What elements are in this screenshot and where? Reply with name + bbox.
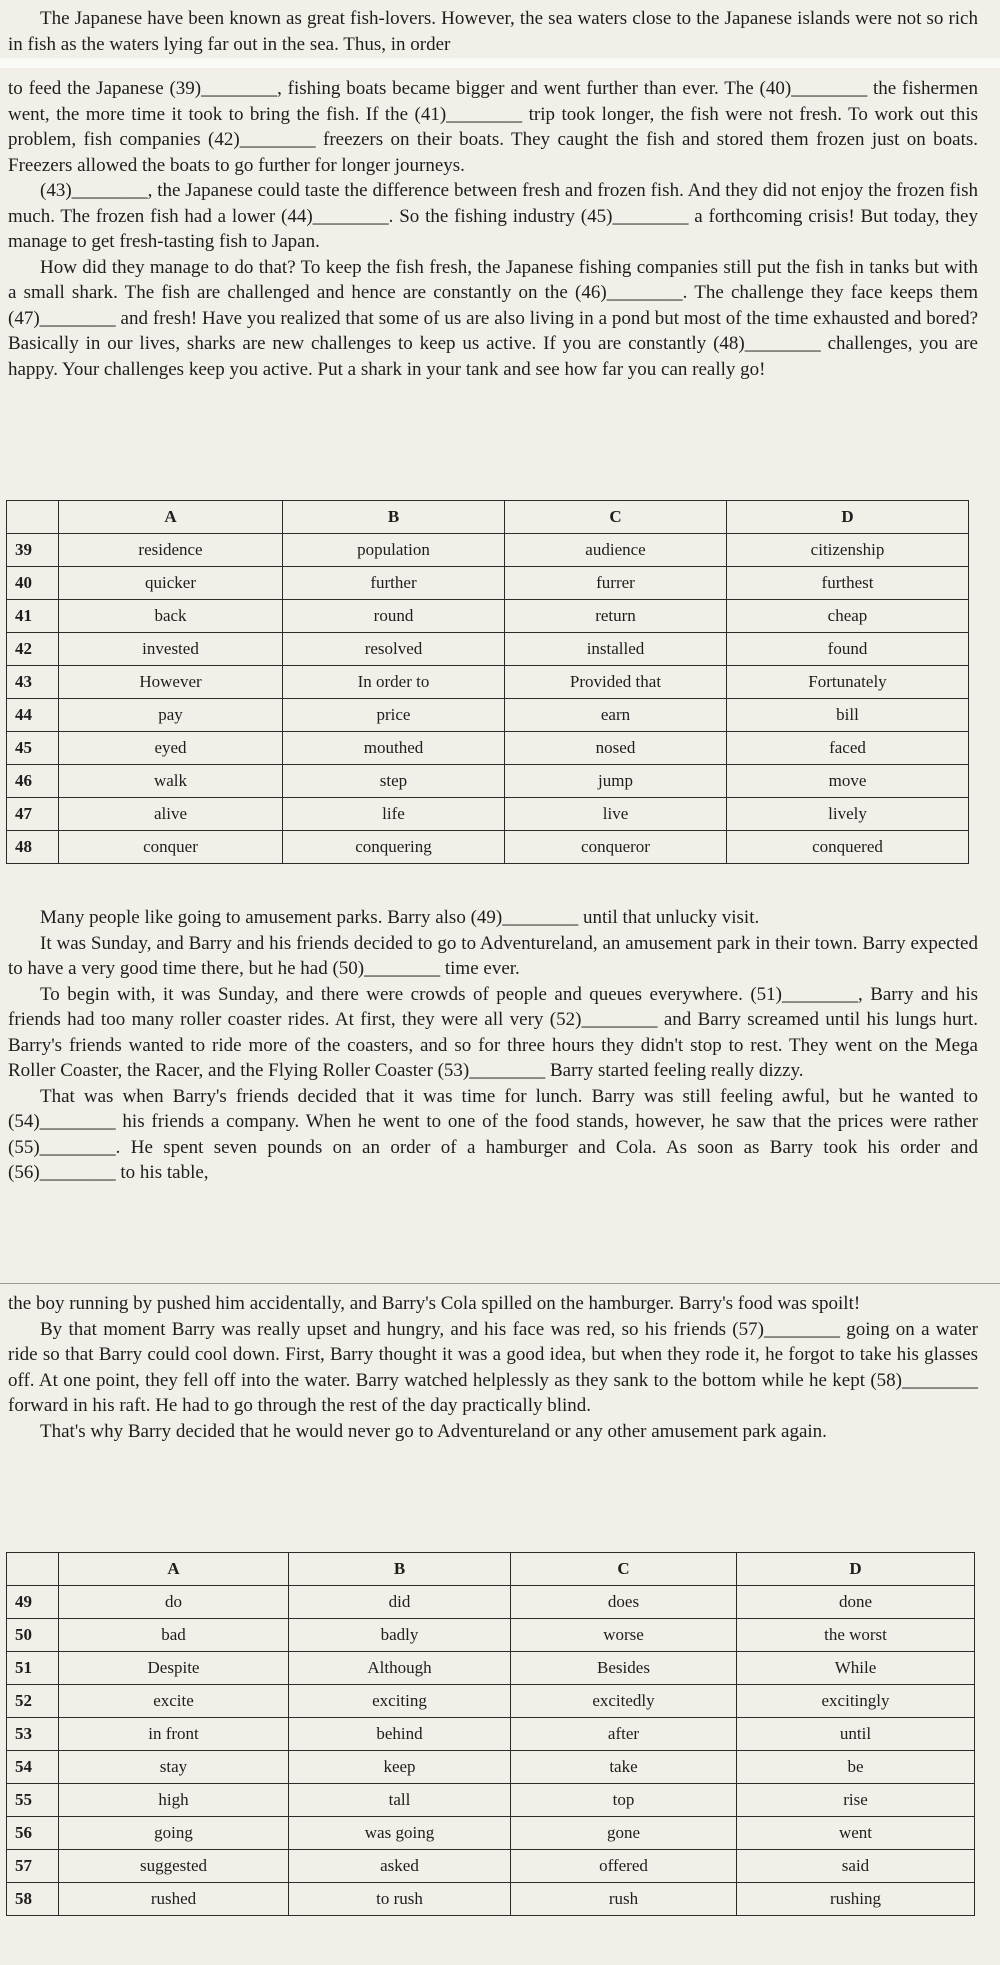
answer-option-D: done — [737, 1586, 975, 1619]
answer-option-D: faced — [727, 732, 969, 765]
answer-option-C: furrer — [505, 567, 727, 600]
answer-option-C: audience — [505, 534, 727, 567]
answer-option-C: nosed — [505, 732, 727, 765]
table-row — [7, 1718, 975, 1751]
answer-option-C: conqueror — [505, 831, 727, 864]
table-row — [7, 600, 969, 633]
answer-option-B: to rush — [289, 1883, 511, 1916]
question-number: 51 — [7, 1652, 59, 1685]
table-row — [7, 699, 969, 732]
answer-option-A: high — [59, 1784, 289, 1817]
answer-option-A: quicker — [59, 567, 283, 600]
answer-option-B: keep — [289, 1751, 511, 1784]
answer-option-A: in front — [59, 1718, 289, 1751]
answer-option-D: the worst — [737, 1619, 975, 1652]
answer-option-D: until — [737, 1718, 975, 1751]
answer-option-D: cheap — [727, 600, 969, 633]
answer-option-A: rushed — [59, 1883, 289, 1916]
passage2-body-continued — [8, 1291, 978, 1444]
answer-option-A: do — [59, 1586, 289, 1619]
question-number: 41 — [7, 600, 59, 633]
answer-option-A: going — [59, 1817, 289, 1850]
passage2-paragraph-2: It was Sunday, and Barry and his friends decided to go to Adventureland, an amusement park in their town. Barry expected to have a very good time there, but he had (50)________ time ever. — [8, 932, 978, 979]
question-number: 44 — [7, 699, 59, 732]
column-header-B: B — [289, 1553, 511, 1586]
table-row — [7, 666, 969, 699]
answer-option-B: badly — [289, 1619, 511, 1652]
answer-option-C: jump — [505, 765, 727, 798]
question-number: 40 — [7, 567, 59, 600]
answer-option-C: Provided that — [505, 666, 727, 699]
passage1-paragraph-3: How did they manage to do that? To keep the fish fresh, the Japanese fishing companies still put the fish in tanks but with a small shark. The fish are challenged and hence are constantly on the (46)________. The challenge they face keeps them (47)________ and fresh! Have you realized that some of us are also living in a pond but most of the time exhausted and bored? Basically in our lives, sharks are new challenges to keep us active. If you are constantly (48)________ challenges, you are happy. Your challenges keep you active. Put a shark in your tank and see how far you can really go! — [8, 256, 978, 380]
answer-option-D: went — [737, 1817, 975, 1850]
passage2-paragraph-1: Many people like going to amusement parks. Barry also (49)________ until that unlucky visit. — [40, 907, 760, 928]
answer-option-D: move — [727, 765, 969, 798]
answer-option-A: excite — [59, 1685, 289, 1718]
passage2-paragraph-3: To begin with, it was Sunday, and there were crowds of people and queues everywhere. (51)________, Barry and his friends had too many roller coaster rides. At first, they were all very (52)________ and Barry screamed until his lungs hurt. Barry's friends wanted to ride more of the coasters, and so for three hours they didn't stop to rest. They went on the Mega Roller Coaster, the Racer, and the Flying Roller Coaster (53)________ Barry started feeling really dizzy. — [8, 983, 978, 1081]
question-number: 46 — [7, 765, 59, 798]
table-row — [7, 732, 969, 765]
answer-option-A: pay — [59, 699, 283, 732]
table-row — [7, 1784, 975, 1817]
passage1-paragraph-1-start: The Japanese have been known as great fish-lovers. However, the sea waters close to the Japanese islands were not so rich in fish as the waters lying far out in the sea. Thus, in order — [8, 8, 978, 55]
answer-option-C: live — [505, 798, 727, 831]
question-number: 43 — [7, 666, 59, 699]
question-number: 54 — [7, 1751, 59, 1784]
passage1-intro — [8, 6, 978, 57]
answer-option-C: after — [511, 1718, 737, 1751]
answer-option-B: step — [283, 765, 505, 798]
table-row — [7, 567, 969, 600]
passage1-paragraph-2: (43)________, the Japanese could taste the difference between fresh and frozen fish. And they did not enjoy the frozen fish much. The frozen fish had a lower (44)________. So the fishing industry (45)________ a forthcoming crisis! But today, they manage to get fresh-tasting fish to Japan. — [8, 180, 978, 252]
options-table-39-48 — [6, 500, 969, 864]
answer-option-D: furthest — [727, 567, 969, 600]
answer-option-A: walk — [59, 765, 283, 798]
answer-option-C: Besides — [511, 1652, 737, 1685]
passage1-paragraph-1-continued: to feed the Japanese (39)________, fishing boats became bigger and went further than ever. The (40)________ the fishermen went, the more time it took to bring the fish. If the (41)________ trip took longer, the fish were not fresh. To work out this problem, fish companies (42)________ freezers on their boats. They caught the fish and stored them frozen just on boats. Freezers allowed the boats to go further for longer journeys. — [8, 78, 978, 176]
answer-option-C: excitedly — [511, 1685, 737, 1718]
answer-option-B: behind — [289, 1718, 511, 1751]
answer-option-B: did — [289, 1586, 511, 1619]
question-number: 50 — [7, 1619, 59, 1652]
table-row — [7, 534, 969, 567]
passage2-paragraph-6: That's why Barry decided that he would never go to Adventureland or any other amusement park again. — [40, 1420, 827, 1442]
answer-option-D: said — [737, 1850, 975, 1883]
answer-option-C: return — [505, 600, 727, 633]
passage2-body — [8, 905, 978, 1186]
answer-option-B: life — [283, 798, 505, 831]
answer-option-C: earn — [505, 699, 727, 732]
question-number: 52 — [7, 1685, 59, 1718]
answer-option-B: conquering — [283, 831, 505, 864]
answer-option-A: suggested — [59, 1850, 289, 1883]
scan-seam-line — [0, 1283, 1000, 1284]
question-number: 49 — [7, 1586, 59, 1619]
answer-option-A: eyed — [59, 732, 283, 765]
column-header-D: D — [727, 501, 969, 534]
table-corner-cell — [7, 1553, 59, 1586]
answer-option-D: excitingly — [737, 1685, 975, 1718]
table-row — [7, 1883, 975, 1916]
question-number: 42 — [7, 633, 59, 666]
column-header-A: A — [59, 501, 283, 534]
answer-option-D: found — [727, 633, 969, 666]
column-header-D: D — [737, 1553, 975, 1586]
answer-option-A: conquer — [59, 831, 283, 864]
table-row — [7, 1685, 975, 1718]
answer-option-B: further — [283, 567, 505, 600]
answer-option-A: invested — [59, 633, 283, 666]
question-number: 47 — [7, 798, 59, 831]
answer-option-B: exciting — [289, 1685, 511, 1718]
options-table-49-58 — [6, 1552, 975, 1916]
answer-option-A: residence — [59, 534, 283, 567]
table-row — [7, 1850, 975, 1883]
answer-option-B: round — [283, 600, 505, 633]
column-header-B: B — [283, 501, 505, 534]
table-corner-cell — [7, 501, 59, 534]
table-row — [7, 831, 969, 864]
answer-option-C: installed — [505, 633, 727, 666]
table-row — [7, 1817, 975, 1850]
answer-option-B: asked — [289, 1850, 511, 1883]
answer-option-B: resolved — [283, 633, 505, 666]
answer-option-A: alive — [59, 798, 283, 831]
answer-option-B: mouthed — [283, 732, 505, 765]
answer-option-D: Fortunately — [727, 666, 969, 699]
scan-seam — [0, 58, 1000, 68]
answer-option-C: offered — [511, 1850, 737, 1883]
question-number: 48 — [7, 831, 59, 864]
answer-option-B: In order to — [283, 666, 505, 699]
answer-option-C: does — [511, 1586, 737, 1619]
answer-option-D: lively — [727, 798, 969, 831]
table-row — [7, 1751, 975, 1784]
table-row — [7, 765, 969, 798]
answer-option-D: conquered — [727, 831, 969, 864]
table-header-row — [7, 1553, 975, 1586]
answer-option-D: While — [737, 1652, 975, 1685]
question-number: 57 — [7, 1850, 59, 1883]
question-number: 45 — [7, 732, 59, 765]
question-number: 58 — [7, 1883, 59, 1916]
answer-option-D: citizenship — [727, 534, 969, 567]
answer-option-C: rush — [511, 1883, 737, 1916]
answer-option-D: rushing — [737, 1883, 975, 1916]
table-row — [7, 633, 969, 666]
question-number: 55 — [7, 1784, 59, 1817]
question-number: 39 — [7, 534, 59, 567]
answer-option-D: rise — [737, 1784, 975, 1817]
question-number: 53 — [7, 1718, 59, 1751]
table-header-row — [7, 501, 969, 534]
answer-option-A: bad — [59, 1619, 289, 1652]
column-header-A: A — [59, 1553, 289, 1586]
answer-option-D: be — [737, 1751, 975, 1784]
answer-option-C: gone — [511, 1817, 737, 1850]
answer-option-B: was going — [289, 1817, 511, 1850]
answer-option-B: Although — [289, 1652, 511, 1685]
answer-option-A: Despite — [59, 1652, 289, 1685]
column-header-C: C — [505, 501, 727, 534]
answer-option-C: worse — [511, 1619, 737, 1652]
passage1-body — [8, 76, 978, 382]
table-row — [7, 798, 969, 831]
answer-option-A: stay — [59, 1751, 289, 1784]
passage2-paragraph-4-continued: the boy running by pushed him accidentally, and Barry's Cola spilled on the hamburger. Barry's food was spoilt! — [8, 1293, 861, 1314]
table-row — [7, 1619, 975, 1652]
answer-option-B: population — [283, 534, 505, 567]
answer-option-C: take — [511, 1751, 737, 1784]
table-row — [7, 1652, 975, 1685]
answer-option-A: However — [59, 666, 283, 699]
passage2-paragraph-4-start: That was when Barry's friends decided that it was time for lunch. Barry was still feeling awful, but he wanted to (54)________ his friends a company. When he went to one of the food stands, however, he saw that the prices were rather (55)________. He spent seven pounds on an order of a hamburger and Cola. As soon as Barry took his order and (56)________ to his table, — [8, 1085, 978, 1183]
answer-option-C: top — [511, 1784, 737, 1817]
answer-option-B: tall — [289, 1784, 511, 1817]
column-header-C: C — [511, 1553, 737, 1586]
answer-option-B: price — [283, 699, 505, 732]
table-row — [7, 1586, 975, 1619]
answer-option-A: back — [59, 600, 283, 633]
passage2-paragraph-5: By that moment Barry was really upset and hungry, and his face was red, so his friends (57)________ going on a water ride so that Barry could cool down. First, Barry thought it was a good idea, but when they rode it, he forgot to take his glasses off. At one point, they fell off into the water. Barry watched helplessly as they sank to the bottom while he kept (58)________ forward in his raft. He had to go through the rest of the day practically blind. — [8, 1318, 978, 1416]
question-number: 56 — [7, 1817, 59, 1850]
answer-option-D: bill — [727, 699, 969, 732]
